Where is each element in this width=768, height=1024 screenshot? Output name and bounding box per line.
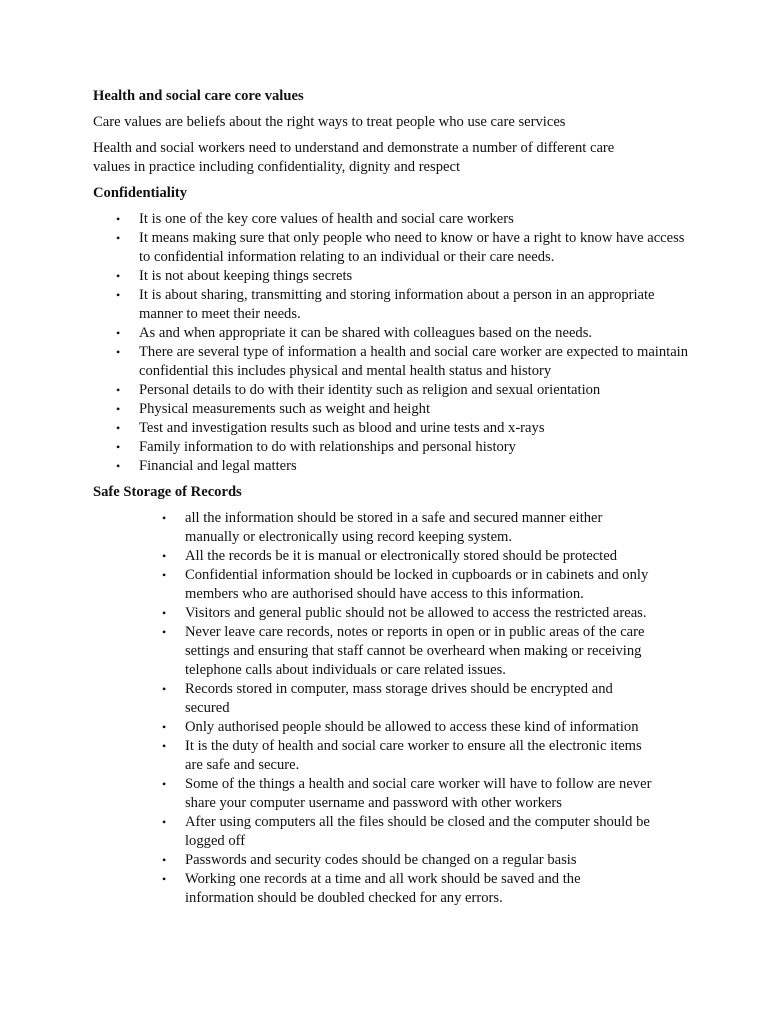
list-item: • Physical measurements such as weight and height bbox=[116, 401, 430, 417]
list-item: • There are several type of information a health and social care worker are expected to maintain confidential this includes physical and mental health status and history bbox=[116, 344, 689, 379]
bullet-icon: • bbox=[162, 720, 167, 734]
confidentiality-list bbox=[93, 210, 693, 476]
bullet-icon: • bbox=[116, 459, 121, 473]
bullet-icon: • bbox=[116, 383, 121, 397]
safe-storage-list bbox=[93, 509, 653, 908]
bullet-icon: • bbox=[116, 326, 121, 340]
list-item: • Test and investigation results such as blood and urine tests and x-rays bbox=[116, 420, 545, 436]
bullet-icon: • bbox=[162, 815, 167, 829]
list-item: • Passwords and security codes should be changed on a regular basis bbox=[162, 852, 577, 868]
list-item: • Family information to do with relationships and personal history bbox=[116, 439, 516, 455]
list-item: • It is the duty of health and social care worker to ensure all the electronic items are safe and secure. bbox=[162, 738, 642, 773]
list-item: • Financial and legal matters bbox=[116, 458, 297, 474]
bullet-icon: • bbox=[116, 402, 121, 416]
bullet-icon: • bbox=[162, 739, 167, 753]
bullet-icon: • bbox=[162, 511, 167, 525]
bullet-icon: • bbox=[116, 231, 121, 245]
bullet-icon: • bbox=[116, 421, 121, 435]
section-heading-safe-storage: Safe Storage of Records bbox=[93, 484, 242, 500]
bullet-icon: • bbox=[116, 269, 121, 283]
list-item: • Working one records at a time and all work should be saved and the information should be doubled checked for any errors. bbox=[162, 871, 581, 906]
list-item: • It is not about keeping things secrets bbox=[116, 268, 353, 284]
list-item: • It is about sharing, transmitting and storing information about a person in an appropriate manner to meet their needs. bbox=[116, 287, 655, 322]
bullet-icon: • bbox=[116, 212, 121, 226]
bullet-icon: • bbox=[116, 288, 121, 302]
list-item: • All the records be it is manual or electronically stored should be protected bbox=[162, 548, 617, 564]
document-title: Health and social care core values bbox=[93, 88, 304, 104]
list-item: • It is one of the key core values of health and social care workers bbox=[116, 211, 514, 227]
bullet-icon: • bbox=[162, 872, 167, 886]
list-item: • Confidential information should be locked in cupboards or in cabinets and only members who are authorised should have access to this information. bbox=[162, 567, 649, 602]
list-item: • It means making sure that only people who need to know or have a right to know have access to confidential information relating to an individual or their care needs. bbox=[116, 230, 685, 265]
list-item: • Only authorised people should be allowed to access these kind of information bbox=[162, 719, 639, 735]
list-item: • After using computers all the files should be closed and the computer should be logged off bbox=[162, 814, 650, 849]
list-item: • all the information should be stored in a safe and secured manner either manually or electronically using record keeping system. bbox=[162, 510, 603, 545]
document-page bbox=[93, 87, 693, 915]
bullet-icon: • bbox=[162, 568, 167, 582]
list-item: • Never leave care records, notes or reports in open or in public areas of the care settings and ensuring that staff cannot be overheard when making or receiving telephone calls about individuals or care related issues. bbox=[162, 624, 645, 678]
list-item: • Some of the things a health and social care worker will have to follow are never share your computer username and password with other workers bbox=[162, 776, 652, 811]
list-item: • Records stored in computer, mass storage drives should be encrypted and secured bbox=[162, 681, 613, 716]
bullet-icon: • bbox=[116, 345, 121, 359]
bullet-icon: • bbox=[116, 440, 121, 454]
intro-paragraph-2: Health and social workers need to understand and demonstrate a number of different care values in practice including confidentiality, dignity and respect bbox=[93, 140, 615, 175]
bullet-icon: • bbox=[162, 549, 167, 563]
list-item: • Personal details to do with their identity such as religion and sexual orientation bbox=[116, 382, 601, 398]
list-item: • As and when appropriate it can be shared with colleagues based on the needs. bbox=[116, 325, 593, 341]
bullet-icon: • bbox=[162, 606, 167, 620]
bullet-icon: • bbox=[162, 625, 167, 639]
section-heading-confidentiality: Confidentiality bbox=[93, 185, 188, 201]
intro-paragraph-1: Care values are beliefs about the right ways to treat people who use care services bbox=[93, 114, 566, 130]
bullet-icon: • bbox=[162, 682, 167, 696]
bullet-icon: • bbox=[162, 777, 167, 791]
bullet-icon: • bbox=[162, 853, 167, 867]
list-item: • Visitors and general public should not be allowed to access the restricted areas. bbox=[162, 605, 647, 621]
